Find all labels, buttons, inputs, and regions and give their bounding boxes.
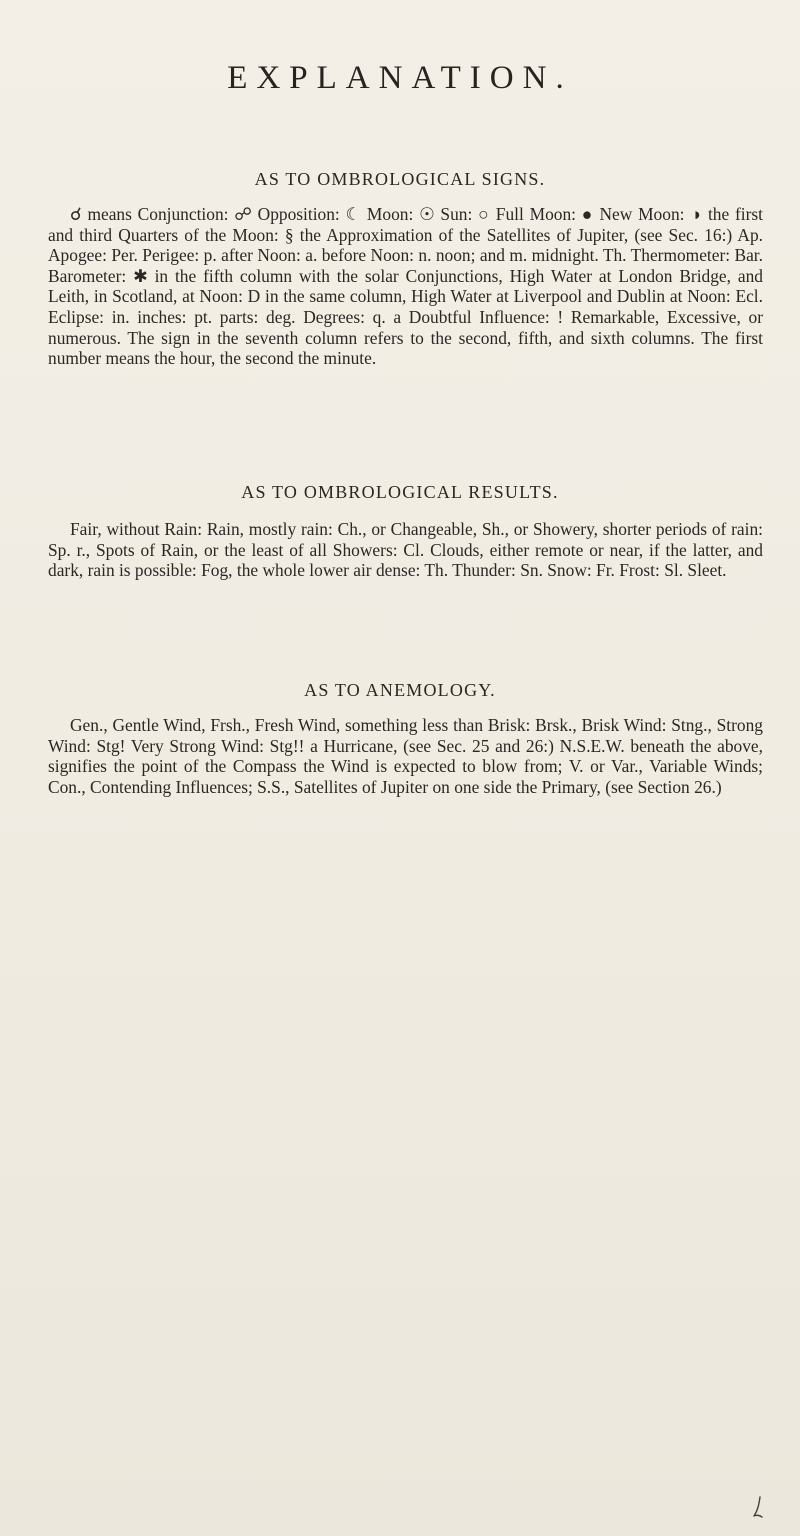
corner-ink-mark-icon — [750, 1496, 764, 1518]
section-heading-anemology: AS TO ANEMOLOGY. — [304, 680, 496, 700]
section-body-ombrological-results — [48, 519, 763, 581]
section-body-ombrological-signs — [48, 204, 763, 369]
paragraph-ombrological-results: Fair, without Rain: Rain, mostly rain: Ch., or Changeable, Sh., or Showery, shorter periods of rain: Sp. r., Spots of Rain, or the least of all Showers: Cl. Clouds, either remote or near, if the latter, and dark, rain is possible: Fog, the whole lower air dense: Th. Thunder: Sn. Snow: Fr. Frost: Sl. Sleet. — [48, 519, 763, 581]
section-heading-ombrological-results: AS TO OMBROLOGICAL RESULTS. — [241, 482, 559, 502]
paragraph-ombrological-signs: ☌ means Conjunction: ☍ Opposition: ☾ Moon: ☉ Sun: ○ Full Moon: ● New Moon: ◑ the first and third Quarters of the Moon: § the Approximation of the Satellites of Jupiter, (see Sec. 16:) Ap. Apogee: Per. Perigee: p. after Noon: a. before Noon: n. noon; and m. midnight. Th. Thermometer: Bar. Barometer: ✱ in the fifth column with the solar Conjunctions, High Water at London Bridge, and Leith, in Scotland, at Noon: D in the same column, High Water at Liverpool and Dublin at Noon: Ecl. Eclipse: in. inches: pt. parts: deg. Degrees: q. a Doubtful Influence: ! Remarkable, Excessive, or numerous. The sign in the seventh column refers to the second, fifth, and sixth columns. The first number means the hour, the second the minute. — [48, 204, 763, 369]
paragraph-anemology: Gen., Gentle Wind, Frsh., Fresh Wind, something less than Brisk: Brsk., Brisk Wind: Stng., Strong Wind: Stg! Very Strong Wind: Stg!! a Hurricane, (see Sec. 25 and 26:) N.S.E.W. beneath the above, signifies the point of the Compass the Wind is expected to blow from; V. or Var., Variable Winds; Con., Contending Influences; S.S., Satellites of Jupiter on one side the Primary, (see Section 26.) — [48, 715, 763, 797]
page-title: EXPLANATION. — [227, 60, 573, 96]
section-body-anemology — [48, 715, 763, 797]
section-heading-ombrological-signs: AS TO OMBROLOGICAL SIGNS. — [254, 169, 546, 189]
